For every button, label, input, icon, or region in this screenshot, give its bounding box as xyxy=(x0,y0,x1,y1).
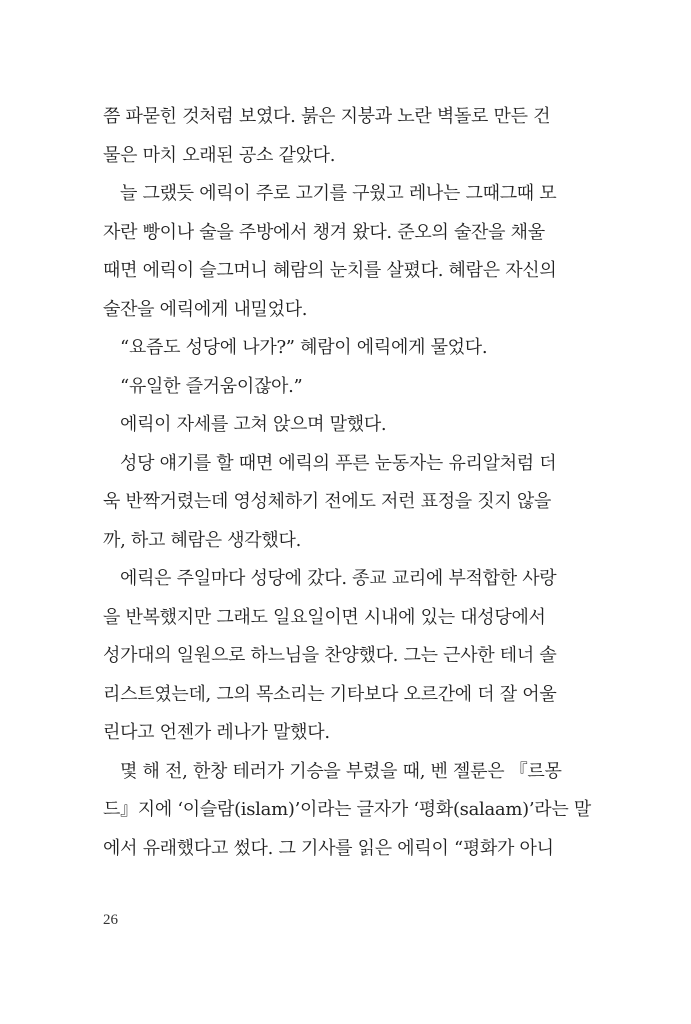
text-line: 쯤 파묻힌 것처럼 보였다. 붉은 지붕과 노란 벽돌로 만든 건 xyxy=(103,106,551,127)
text-line: 에릭이 자세를 고쳐 앉으며 말했다. xyxy=(120,414,387,435)
text-line: 때면 에릭이 슬그머니 혜람의 눈치를 살폈다. 혜람은 자신의 xyxy=(103,260,557,281)
text-line: 욱 반짝거렸는데 영성체하기 전에도 저런 표정을 짓지 않을 xyxy=(103,491,552,512)
text-line: “유일한 즐거움이잖아.” xyxy=(120,375,303,397)
page-number: 26 xyxy=(103,912,118,928)
text-line: 까, 하고 혜람은 생각했다. xyxy=(103,529,301,551)
text-line: 술잔을 에릭에게 내밀었다. xyxy=(103,298,308,320)
text-line: 성당 얘기를 할 때면 에릭의 푸른 눈동자는 유리알처럼 더 xyxy=(120,452,557,474)
text-line: 자란 빵이나 술을 주방에서 챙겨 왔다. 준오의 술잔을 채울 xyxy=(103,221,545,243)
text-line: 드』지에 ‘이슬람(islam)’이라는 글자가 ‘평화(salaam)’라는 말 xyxy=(103,799,591,820)
text-line: 을 반복했지만 그래도 일요일이면 시내에 있는 대성당에서 xyxy=(103,606,546,628)
text-line: 에릭은 주일마다 성당에 갔다. 종교 교리에 부적합한 사랑 xyxy=(120,568,557,589)
text-line: 늘 그랬듯 에릭이 주로 고기를 구웠고 레나는 그때그때 모 xyxy=(120,183,557,204)
text-line: 성가대의 일원으로 하느님을 찬양했다. 그는 근사한 테너 솔 xyxy=(103,645,557,666)
text-line: 리스트였는데, 그의 목소리는 기타보다 오르간에 더 잘 어울 xyxy=(103,683,557,705)
text-line: 에서 유래했다고 썼다. 그 기사를 읽은 에릭이 “평화가 아니 xyxy=(103,837,554,859)
text-line: 린다고 언젠가 레나가 말했다. xyxy=(103,722,330,743)
text-line: 몇 해 전, 한창 테러가 기승을 부렸을 때, 벤 젤룬은 『르몽 xyxy=(120,760,562,782)
body-text xyxy=(103,98,591,868)
text-line: 물은 마치 오래된 공소 같았다. xyxy=(103,144,336,166)
text-line: “요즘도 성당에 나가?” 혜람이 에릭에게 물었다. xyxy=(120,337,488,358)
